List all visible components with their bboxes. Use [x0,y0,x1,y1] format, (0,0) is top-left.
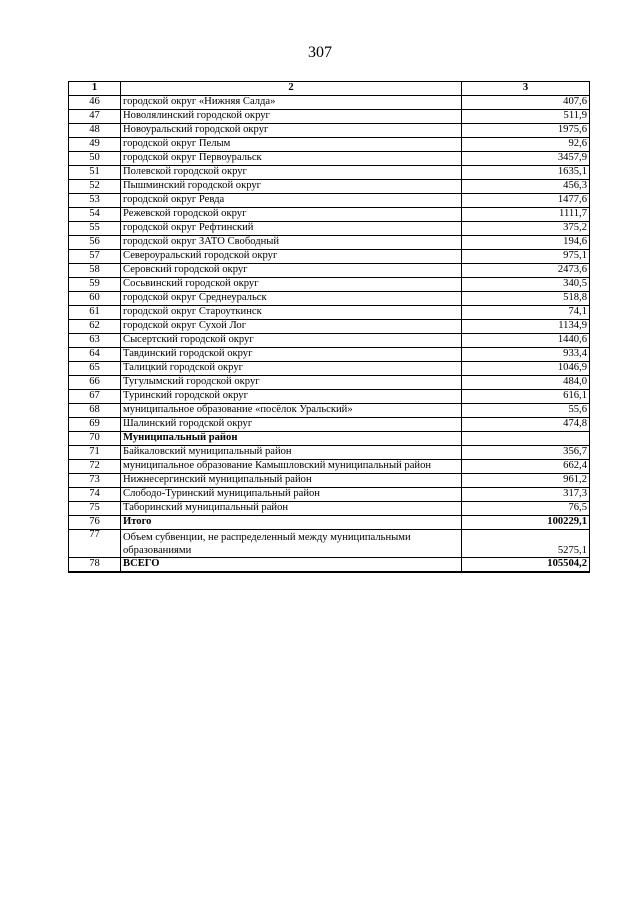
row-name: городской округ Первоуральск [121,152,462,166]
row-number: 68 [69,404,121,418]
table-row [69,208,590,222]
row-number: 49 [69,138,121,152]
row-number: 76 [69,516,121,530]
row-value: 1111,7 [462,208,590,222]
row-value: 511,9 [462,110,590,124]
row-value: 105504,2 [462,558,590,573]
row-value: 662,4 [462,460,590,474]
table-row [69,152,590,166]
column-header-2: 2 [121,82,462,96]
row-name: Серовский городской округ [121,264,462,278]
table-row [69,250,590,264]
table-row [69,110,590,124]
row-name: Тавдинский городской округ [121,348,462,362]
row-name: Сысертский городской округ [121,334,462,348]
table-row [69,502,590,516]
row-value: 484,0 [462,376,590,390]
table-row [69,530,590,558]
row-number: 71 [69,446,121,460]
row-name: Объем субвенции, не распределенный между муниципальными образованиями [121,530,462,558]
row-name: Североуральский городской округ [121,250,462,264]
page-number: 307 [308,44,332,61]
row-number: 72 [69,460,121,474]
row-value: 456,3 [462,180,590,194]
row-name: городской округ Пелым [121,138,462,152]
row-name: городской округ Рефтинский [121,222,462,236]
table-row [69,488,590,502]
row-name: Нижнесергинский муниципальный район [121,474,462,488]
column-header-3: 3 [462,82,590,96]
row-number: 62 [69,320,121,334]
row-value [462,432,590,446]
row-number: 70 [69,432,121,446]
row-number: 58 [69,264,121,278]
table-header-row [69,82,590,96]
table-row [69,292,590,306]
row-value: 2473,6 [462,264,590,278]
table-row [69,390,590,404]
row-number: 60 [69,292,121,306]
table-row [69,194,590,208]
row-name: городской округ Староуткинск [121,306,462,320]
row-value: 3457,9 [462,152,590,166]
row-number: 52 [69,180,121,194]
table-row [69,418,590,432]
row-number: 47 [69,110,121,124]
row-number: 67 [69,390,121,404]
row-number: 75 [69,502,121,516]
table-body [69,96,590,573]
table-row [69,166,590,180]
row-name: городской округ Среднеуральск [121,292,462,306]
row-number: 61 [69,306,121,320]
row-value: 5275,1 [462,530,590,558]
row-name: муниципальное образование Камышловский муниципальный район [121,460,462,474]
row-value: 1134,9 [462,320,590,334]
row-name: ВСЕГО [121,558,462,573]
row-value: 1046,9 [462,362,590,376]
row-name: городской округ «Нижняя Салда» [121,96,462,110]
row-number: 59 [69,278,121,292]
row-number: 63 [69,334,121,348]
row-value: 375,2 [462,222,590,236]
row-value: 1975,6 [462,124,590,138]
row-name: Слободо-Туринский муниципальный район [121,488,462,502]
row-name: городской округ Сухой Лог [121,320,462,334]
row-value: 100229,1 [462,516,590,530]
row-value: 92,6 [462,138,590,152]
table-row [69,180,590,194]
row-value: 340,5 [462,278,590,292]
row-name: Тугулымский городской округ [121,376,462,390]
row-value: 975,1 [462,250,590,264]
row-name: Шалинский городской округ [121,418,462,432]
row-number: 46 [69,96,121,110]
table-row [69,236,590,250]
row-name: городской округ Ревда [121,194,462,208]
row-number: 66 [69,376,121,390]
table-row [69,474,590,488]
table-row [69,376,590,390]
row-name: Муниципальный район [121,432,462,446]
table-row [69,320,590,334]
table-row [69,460,590,474]
table-row [69,96,590,110]
row-number: 51 [69,166,121,180]
table-row [69,264,590,278]
table-row [69,348,590,362]
row-value: 55,6 [462,404,590,418]
row-value: 194,6 [462,236,590,250]
row-number: 53 [69,194,121,208]
column-header-1: 1 [69,82,121,96]
row-number: 69 [69,418,121,432]
table-row [69,558,590,573]
table-row [69,278,590,292]
table-row [69,222,590,236]
row-number: 48 [69,124,121,138]
row-value: 356,7 [462,446,590,460]
row-name: Таборинский муниципальный район [121,502,462,516]
table-row [69,432,590,446]
row-number: 78 [69,558,121,573]
row-number: 55 [69,222,121,236]
table-row [69,306,590,320]
row-value: 1635,1 [462,166,590,180]
row-number: 77 [69,530,121,558]
row-number: 54 [69,208,121,222]
row-name: муниципальное образование «посёлок Уральский» [121,404,462,418]
row-value: 1440,6 [462,334,590,348]
row-name: Сосьвинский городской округ [121,278,462,292]
row-number: 56 [69,236,121,250]
row-value: 74,1 [462,306,590,320]
table-row [69,138,590,152]
row-value: 76,5 [462,502,590,516]
table-row [69,124,590,138]
row-name: Новолялинский городской округ [121,110,462,124]
row-number: 50 [69,152,121,166]
row-name: городской округ ЗАТО Свободный [121,236,462,250]
row-number: 64 [69,348,121,362]
row-number: 65 [69,362,121,376]
row-name: Новоуральский городской округ [121,124,462,138]
row-number: 74 [69,488,121,502]
data-table [68,81,590,573]
row-value: 407,6 [462,96,590,110]
row-value: 933,4 [462,348,590,362]
table-row [69,446,590,460]
row-name: Полевской городской округ [121,166,462,180]
row-value: 474,8 [462,418,590,432]
row-name: Итого [121,516,462,530]
row-name: Пышминский городской округ [121,180,462,194]
table-row [69,334,590,348]
row-number: 57 [69,250,121,264]
row-name: Туринский городской округ [121,390,462,404]
row-value: 317,3 [462,488,590,502]
row-name: Режевской городской округ [121,208,462,222]
row-name: Байкаловский муниципальный район [121,446,462,460]
row-number: 73 [69,474,121,488]
table-row [69,516,590,530]
table-row [69,362,590,376]
row-value: 616,1 [462,390,590,404]
row-value: 1477,6 [462,194,590,208]
table-row [69,404,590,418]
row-name: Талицкий городской округ [121,362,462,376]
row-value: 518,8 [462,292,590,306]
row-value: 961,2 [462,474,590,488]
